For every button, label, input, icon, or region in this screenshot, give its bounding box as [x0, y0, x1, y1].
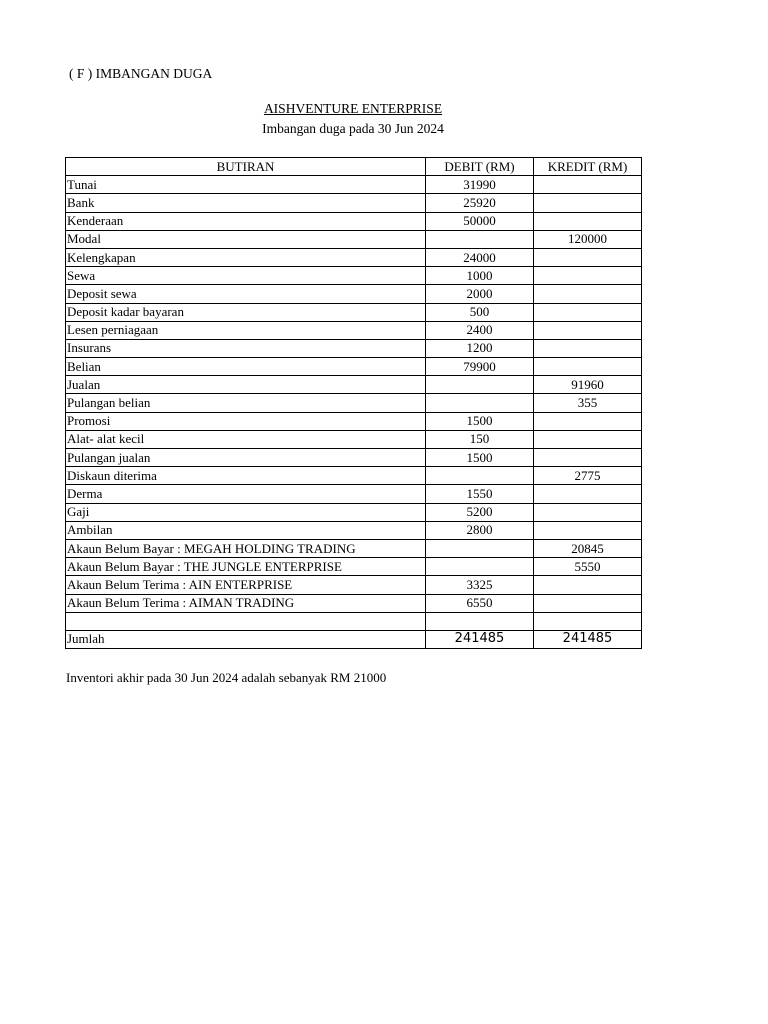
row-description: [66, 612, 426, 630]
company-name: AISHVENTURE ENTERPRISE: [263, 101, 443, 116]
table-row: [66, 412, 642, 430]
row-credit: 5550: [534, 558, 642, 576]
row-credit: [534, 267, 642, 285]
table-row: [66, 248, 642, 266]
row-description: Derma: [66, 485, 426, 503]
table-row: [66, 430, 642, 448]
row-credit: [534, 321, 642, 339]
row-credit: [534, 194, 642, 212]
table-row: [66, 285, 642, 303]
row-credit: [534, 503, 642, 521]
row-debit: 1200: [426, 339, 534, 357]
row-debit: 2800: [426, 521, 534, 539]
row-debit: [426, 612, 534, 630]
row-credit: [534, 212, 642, 230]
row-description: Jualan: [66, 376, 426, 394]
row-description: Ambilan: [66, 521, 426, 539]
header-description: BUTIRAN: [66, 158, 426, 176]
row-description: Alat- alat kecil: [66, 430, 426, 448]
row-credit: 2775: [534, 467, 642, 485]
header-credit: KREDIT (RM): [534, 158, 642, 176]
section-heading: ( F ) IMBANGAN DUGA: [69, 66, 213, 81]
table-row: [66, 176, 642, 194]
table-row: [66, 467, 642, 485]
total-label: Jumlah: [66, 630, 426, 648]
table-row: [66, 376, 642, 394]
row-debit: [426, 230, 534, 248]
row-credit: [534, 430, 642, 448]
table-header-row: [66, 158, 642, 176]
row-debit: 6550: [426, 594, 534, 612]
row-debit: 25920: [426, 194, 534, 212]
row-debit: 1550: [426, 485, 534, 503]
row-description: Promosi: [66, 412, 426, 430]
table-row: [66, 267, 642, 285]
row-debit: 2400: [426, 321, 534, 339]
row-credit: [534, 358, 642, 376]
row-debit: 5200: [426, 503, 534, 521]
row-description: Modal: [66, 230, 426, 248]
statement-title: Imbangan duga pada 30 Jun 2024: [262, 121, 444, 136]
row-credit: [534, 521, 642, 539]
row-debit: [426, 376, 534, 394]
table-body: [66, 176, 642, 631]
row-debit: [426, 558, 534, 576]
row-debit: [426, 467, 534, 485]
row-debit: [426, 394, 534, 412]
table-row: [66, 612, 642, 630]
row-credit: [534, 303, 642, 321]
row-credit: [534, 449, 642, 467]
row-description: Diskaun diterima: [66, 467, 426, 485]
row-debit: 50000: [426, 212, 534, 230]
row-debit: 150: [426, 430, 534, 448]
table-row: [66, 576, 642, 594]
row-description: Akaun Belum Bayar : MEGAH HOLDING TRADING: [66, 539, 426, 557]
row-description: Insurans: [66, 339, 426, 357]
row-credit: [534, 339, 642, 357]
table-row: [66, 539, 642, 557]
row-debit: 2000: [426, 285, 534, 303]
row-description: Akaun Belum Bayar : THE JUNGLE ENTERPRISE: [66, 558, 426, 576]
row-description: Lesen perniagaan: [66, 321, 426, 339]
row-description: Sewa: [66, 267, 426, 285]
row-description: Gaji: [66, 503, 426, 521]
row-description: Pulangan jualan: [66, 449, 426, 467]
row-debit: 1000: [426, 267, 534, 285]
table-row: [66, 358, 642, 376]
table-row: [66, 230, 642, 248]
row-debit: 79900: [426, 358, 534, 376]
row-debit: 500: [426, 303, 534, 321]
row-description: Pulangan belian: [66, 394, 426, 412]
table-row: [66, 521, 642, 539]
table-row: [66, 449, 642, 467]
row-description: Akaun Belum Terima : AIMAN TRADING: [66, 594, 426, 612]
table-row: [66, 321, 642, 339]
row-description: Kelengkapan: [66, 248, 426, 266]
row-description: Akaun Belum Terima : AIN ENTERPRISE: [66, 576, 426, 594]
row-description: Kenderaan: [66, 212, 426, 230]
row-debit: 24000: [426, 248, 534, 266]
row-credit: [534, 285, 642, 303]
table-row: [66, 394, 642, 412]
row-credit: [534, 612, 642, 630]
row-credit: 120000: [534, 230, 642, 248]
table-row: [66, 503, 642, 521]
row-description: Bank: [66, 194, 426, 212]
table-row: [66, 212, 642, 230]
total-debit: 241485: [426, 630, 534, 648]
row-credit: [534, 485, 642, 503]
table-row: [66, 485, 642, 503]
table-row: [66, 558, 642, 576]
row-credit: [534, 412, 642, 430]
table-row: [66, 194, 642, 212]
row-debit: 1500: [426, 412, 534, 430]
row-debit: 1500: [426, 449, 534, 467]
row-description: Deposit sewa: [66, 285, 426, 303]
header-debit: DEBIT (RM): [426, 158, 534, 176]
total-credit: 241485: [534, 630, 642, 648]
inventory-note: Inventori akhir pada 30 Jun 2024 adalah sebanyak RM 21000: [66, 670, 387, 685]
row-description: Deposit kadar bayaran: [66, 303, 426, 321]
row-debit: 31990: [426, 176, 534, 194]
row-credit: [534, 576, 642, 594]
table-row: [66, 339, 642, 357]
table-row: [66, 303, 642, 321]
row-credit: [534, 176, 642, 194]
row-credit: [534, 594, 642, 612]
row-credit: [534, 248, 642, 266]
row-debit: [426, 539, 534, 557]
row-credit: 20845: [534, 539, 642, 557]
row-credit: 355: [534, 394, 642, 412]
row-description: Belian: [66, 358, 426, 376]
row-description: Tunai: [66, 176, 426, 194]
total-row: [66, 630, 642, 648]
table-row: [66, 594, 642, 612]
row-debit: 3325: [426, 576, 534, 594]
row-credit: 91960: [534, 376, 642, 394]
trial-balance-table: [65, 157, 642, 649]
